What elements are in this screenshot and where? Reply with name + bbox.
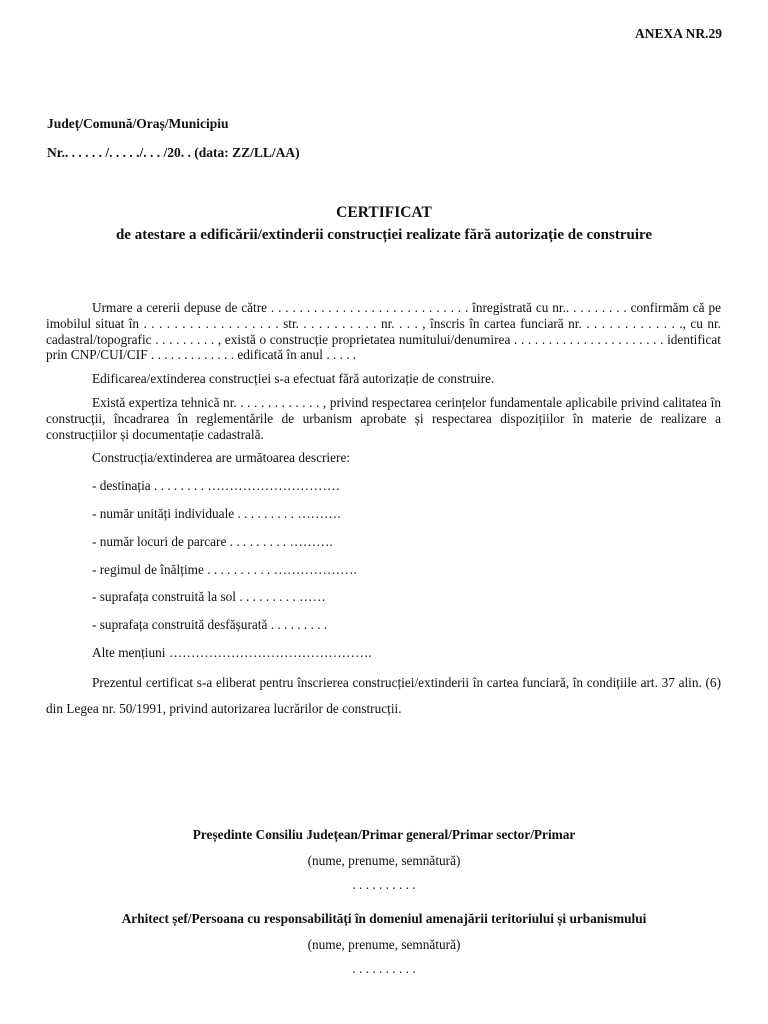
certificate-body — [46, 300, 721, 730]
expertise-paragraph: Există expertiza tehnică nr. . . . . . . . . . . . . , privind respectarea cerințelor fundamentale aplicabile privind calitatea în construcții, încadrarea în reglementările de urbanism aprobate și respectarea dispozițiilor în materie de realizare a construcțiilor și documentație cadastrală. — [46, 394, 721, 442]
issuance-paragraph: Prezentul certificat s-a eliberat pentru înscrierea construcției/extinderii în cartea funciară, în condițiile art. 37 alin. (6) din Legea nr. 50/1991, privind autorizarea lucrărilor de construcții. — [46, 674, 721, 716]
signature-title: Președinte Consiliu Județean/Primar general/Primar sector/Primar — [192, 827, 576, 842]
item-parking-spaces: - număr locuri de parcare . . . . . . . . . ………. — [92, 533, 333, 549]
document-title: CERTIFICAT — [336, 204, 432, 221]
signature-block-mayor — [0, 827, 768, 893]
item-ground-built-area: - suprafața construită la sol . . . . . . . . . …… — [92, 589, 326, 605]
item-total-built-area: - suprafața construită desfășurată . . . . . . . . . — [92, 617, 328, 633]
signature-title: Arhitect șef/Persoana cu responsabilități în domeniul amenajării teritoriului și urbanismului — [121, 911, 647, 926]
request-paragraph: Urmare a cererii depuse de către . . . . . . . . . . . . . . . . . . . . . . . . . . . . înregistrată cu nr.. . . . . . . . . confirmăm că pe imobilul situat în . . . . . . . . . . . . . . . . . . str. . . . . . . . . . . nr. . . . , înscris în cartea funciară nr. . . . . . . . . . . . . ., cu nr. cadastral/topografic . . . . . . . . . , există o construcție proprietatea numitului/denumirea . . . . . . . . . . . . . . . . . . . . . . identificat prin CNP/CUI/CIF . . . . . . . . . . . . . edificată în anul . . . . . — [46, 300, 721, 363]
item-destination: - destinația . . . . . . . . ………………………… — [92, 478, 341, 494]
signature-dots: . . . . . . . . . . — [352, 877, 416, 892]
document-subtitle: de atestare a edificării/extinderii construcției realizate fără autorizație de construire — [115, 227, 653, 243]
jurisdiction-line: Județ/Comună/Oraș/Municipiu — [47, 116, 229, 131]
no-permit-paragraph: Edificarea/extinderea construcției s-a efectuat fără autorizație de construire. — [92, 371, 495, 387]
item-other-mentions: Alte mențiuni ………………………………………. — [92, 644, 372, 660]
description-intro: Construcția/extinderea are următoarea descriere: — [92, 450, 351, 466]
signature-block-architect — [0, 911, 768, 977]
signature-dots: . . . . . . . . . . — [352, 961, 416, 976]
signature-caption: (nume, prenume, semnătură) — [307, 853, 461, 868]
registration-number-line: Nr.. . . . . . /. . . . ./. . . /20. . (data: ZZ/LL/AA) — [47, 145, 300, 160]
signature-caption: (nume, prenume, semnătură) — [307, 937, 461, 952]
annex-label: ANEXA NR.29 — [634, 26, 722, 41]
item-individual-units: - număr unități individuale . . . . . . . . . ………. — [92, 505, 341, 521]
item-height-regime: - regimul de înălțime . . . . . . . . . . ………………. — [92, 561, 357, 577]
